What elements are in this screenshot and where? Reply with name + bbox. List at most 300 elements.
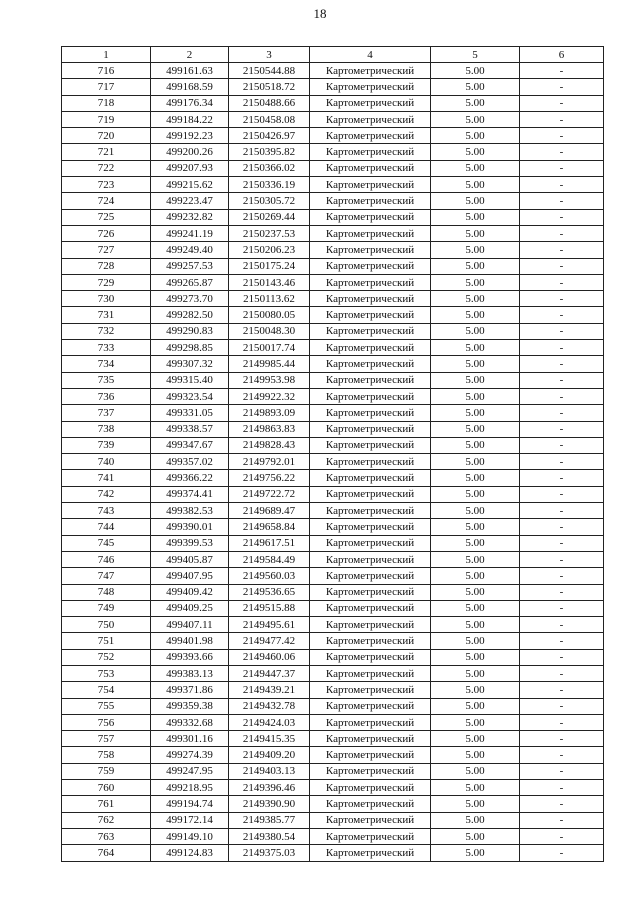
y-coordinate-cell: 2150175.24 — [229, 258, 310, 274]
y-coordinate-cell: 2149658.84 — [229, 519, 310, 535]
point-number-cell: 751 — [62, 633, 151, 649]
description-cell: - — [520, 600, 604, 616]
y-coordinate-cell: 2150458.08 — [229, 111, 310, 127]
x-coordinate-cell: 499257.53 — [151, 258, 229, 274]
method-cell: Картометрический — [310, 323, 431, 339]
description-cell: - — [520, 437, 604, 453]
x-coordinate-cell: 499265.87 — [151, 274, 229, 290]
description-cell: - — [520, 340, 604, 356]
table-row — [62, 160, 604, 176]
y-coordinate-cell: 2149396.46 — [229, 780, 310, 796]
x-coordinate-cell: 499371.86 — [151, 682, 229, 698]
y-coordinate-cell: 2150518.72 — [229, 79, 310, 95]
x-coordinate-cell: 499374.41 — [151, 486, 229, 502]
accuracy-cell: 5.00 — [431, 698, 520, 714]
y-coordinate-cell: 2150269.44 — [229, 209, 310, 225]
accuracy-cell: 5.00 — [431, 780, 520, 796]
method-cell: Картометрический — [310, 274, 431, 290]
accuracy-cell: 5.00 — [431, 535, 520, 551]
x-coordinate-cell: 499357.02 — [151, 454, 229, 470]
description-cell: - — [520, 388, 604, 404]
column-header-3: 3 — [229, 47, 310, 63]
point-number-cell: 758 — [62, 747, 151, 763]
x-coordinate-cell: 499247.95 — [151, 763, 229, 779]
y-coordinate-cell: 2150488.66 — [229, 95, 310, 111]
method-cell: Картометрический — [310, 307, 431, 323]
x-coordinate-cell: 499232.82 — [151, 209, 229, 225]
y-coordinate-cell: 2150017.74 — [229, 340, 310, 356]
x-coordinate-cell: 499249.40 — [151, 242, 229, 258]
table-body — [62, 63, 604, 862]
point-number-cell: 748 — [62, 584, 151, 600]
accuracy-cell: 5.00 — [431, 617, 520, 633]
accuracy-cell: 5.00 — [431, 600, 520, 616]
accuracy-cell: 5.00 — [431, 682, 520, 698]
x-coordinate-cell: 499194.74 — [151, 796, 229, 812]
point-number-cell: 736 — [62, 388, 151, 404]
accuracy-cell: 5.00 — [431, 437, 520, 453]
method-cell: Картометрический — [310, 568, 431, 584]
accuracy-cell: 5.00 — [431, 340, 520, 356]
description-cell: - — [520, 617, 604, 633]
method-cell: Картометрический — [310, 600, 431, 616]
x-coordinate-cell: 499301.16 — [151, 731, 229, 747]
method-cell: Картометрический — [310, 845, 431, 861]
description-cell: - — [520, 421, 604, 437]
point-number-cell: 728 — [62, 258, 151, 274]
y-coordinate-cell: 2149792.01 — [229, 454, 310, 470]
method-cell: Картометрический — [310, 128, 431, 144]
x-coordinate-cell: 499184.22 — [151, 111, 229, 127]
y-coordinate-cell: 2149828.43 — [229, 437, 310, 453]
x-coordinate-cell: 499200.26 — [151, 144, 229, 160]
point-number-cell: 735 — [62, 372, 151, 388]
column-header-5: 5 — [431, 47, 520, 63]
table-row — [62, 356, 604, 372]
x-coordinate-cell: 499161.63 — [151, 63, 229, 79]
method-cell: Картометрический — [310, 698, 431, 714]
table-row — [62, 714, 604, 730]
description-cell: - — [520, 372, 604, 388]
description-cell: - — [520, 291, 604, 307]
table-row — [62, 845, 604, 861]
y-coordinate-cell: 2149536.65 — [229, 584, 310, 600]
table-row — [62, 421, 604, 437]
table-row — [62, 519, 604, 535]
method-cell: Картометрический — [310, 144, 431, 160]
y-coordinate-cell: 2150395.82 — [229, 144, 310, 160]
table-row — [62, 437, 604, 453]
y-coordinate-cell: 2150305.72 — [229, 193, 310, 209]
description-cell: - — [520, 649, 604, 665]
table-row — [62, 372, 604, 388]
x-coordinate-cell: 499307.32 — [151, 356, 229, 372]
accuracy-cell: 5.00 — [431, 568, 520, 584]
table-row — [62, 79, 604, 95]
method-cell: Картометрический — [310, 437, 431, 453]
table-row — [62, 454, 604, 470]
x-coordinate-cell: 499401.98 — [151, 633, 229, 649]
method-cell: Картометрический — [310, 731, 431, 747]
x-coordinate-cell: 499390.01 — [151, 519, 229, 535]
x-coordinate-cell: 499366.22 — [151, 470, 229, 486]
point-number-cell: 730 — [62, 291, 151, 307]
x-coordinate-cell: 499215.62 — [151, 177, 229, 193]
point-number-cell: 743 — [62, 503, 151, 519]
description-cell: - — [520, 160, 604, 176]
page-number: 18 — [313, 6, 327, 21]
description-cell: - — [520, 763, 604, 779]
point-number-cell: 744 — [62, 519, 151, 535]
y-coordinate-cell: 2150206.23 — [229, 242, 310, 258]
accuracy-cell: 5.00 — [431, 323, 520, 339]
method-cell: Картометрический — [310, 470, 431, 486]
point-number-cell: 763 — [62, 828, 151, 844]
table-row — [62, 600, 604, 616]
x-coordinate-cell: 499393.66 — [151, 649, 229, 665]
table-row — [62, 225, 604, 241]
table-row — [62, 665, 604, 681]
description-cell: - — [520, 698, 604, 714]
point-number-cell: 720 — [62, 128, 151, 144]
accuracy-cell: 5.00 — [431, 160, 520, 176]
point-number-cell: 737 — [62, 405, 151, 421]
x-coordinate-cell: 499405.87 — [151, 551, 229, 567]
y-coordinate-cell: 2149515.88 — [229, 600, 310, 616]
method-cell: Картометрический — [310, 63, 431, 79]
description-cell: - — [520, 503, 604, 519]
table-row — [62, 828, 604, 844]
x-coordinate-cell: 499338.57 — [151, 421, 229, 437]
point-number-cell: 732 — [62, 323, 151, 339]
method-cell: Картометрический — [310, 388, 431, 404]
y-coordinate-cell: 2150113.62 — [229, 291, 310, 307]
accuracy-cell: 5.00 — [431, 128, 520, 144]
method-cell: Картометрический — [310, 79, 431, 95]
description-cell: - — [520, 454, 604, 470]
accuracy-cell: 5.00 — [431, 845, 520, 861]
y-coordinate-cell: 2149722.72 — [229, 486, 310, 502]
x-coordinate-cell: 499124.83 — [151, 845, 229, 861]
table-row — [62, 388, 604, 404]
y-coordinate-cell: 2149560.03 — [229, 568, 310, 584]
description-cell: - — [520, 535, 604, 551]
accuracy-cell: 5.00 — [431, 291, 520, 307]
x-coordinate-cell: 499332.68 — [151, 714, 229, 730]
method-cell: Картометрический — [310, 454, 431, 470]
description-cell: - — [520, 665, 604, 681]
description-cell: - — [520, 193, 604, 209]
table-row — [62, 486, 604, 502]
description-cell: - — [520, 519, 604, 535]
accuracy-cell: 5.00 — [431, 258, 520, 274]
method-cell: Картометрический — [310, 209, 431, 225]
point-number-cell: 723 — [62, 177, 151, 193]
table-row — [62, 470, 604, 486]
column-header-2: 2 — [151, 47, 229, 63]
accuracy-cell: 5.00 — [431, 144, 520, 160]
method-cell: Картометрический — [310, 258, 431, 274]
method-cell: Картометрический — [310, 340, 431, 356]
y-coordinate-cell: 2150237.53 — [229, 225, 310, 241]
description-cell: - — [520, 111, 604, 127]
table-row — [62, 763, 604, 779]
accuracy-cell: 5.00 — [431, 225, 520, 241]
description-cell: - — [520, 633, 604, 649]
accuracy-cell: 5.00 — [431, 209, 520, 225]
table-row — [62, 551, 604, 567]
y-coordinate-cell: 2149460.06 — [229, 649, 310, 665]
table-row — [62, 63, 604, 79]
description-cell: - — [520, 568, 604, 584]
table-row — [62, 291, 604, 307]
method-cell: Картометрический — [310, 828, 431, 844]
accuracy-cell: 5.00 — [431, 63, 520, 79]
method-cell: Картометрический — [310, 535, 431, 551]
accuracy-cell: 5.00 — [431, 388, 520, 404]
method-cell: Картометрический — [310, 356, 431, 372]
description-cell: - — [520, 258, 604, 274]
point-number-cell: 726 — [62, 225, 151, 241]
point-number-cell: 724 — [62, 193, 151, 209]
point-number-cell: 731 — [62, 307, 151, 323]
y-coordinate-cell: 2149617.51 — [229, 535, 310, 551]
accuracy-cell: 5.00 — [431, 274, 520, 290]
point-number-cell: 734 — [62, 356, 151, 372]
y-coordinate-cell: 2149432.78 — [229, 698, 310, 714]
method-cell: Картометрический — [310, 111, 431, 127]
table-row — [62, 209, 604, 225]
y-coordinate-cell: 2150426.97 — [229, 128, 310, 144]
accuracy-cell: 5.00 — [431, 519, 520, 535]
y-coordinate-cell: 2149985.44 — [229, 356, 310, 372]
method-cell: Картометрический — [310, 584, 431, 600]
method-cell: Картометрический — [310, 193, 431, 209]
coordinates-table — [61, 46, 604, 862]
point-number-cell: 727 — [62, 242, 151, 258]
point-number-cell: 721 — [62, 144, 151, 160]
accuracy-cell: 5.00 — [431, 193, 520, 209]
point-number-cell: 747 — [62, 568, 151, 584]
x-coordinate-cell: 499407.11 — [151, 617, 229, 633]
table-row — [62, 649, 604, 665]
y-coordinate-cell: 2149439.21 — [229, 682, 310, 698]
point-number-cell: 750 — [62, 617, 151, 633]
description-cell: - — [520, 812, 604, 828]
accuracy-cell: 5.00 — [431, 731, 520, 747]
accuracy-cell: 5.00 — [431, 714, 520, 730]
method-cell: Картометрический — [310, 225, 431, 241]
table-header-row — [62, 47, 604, 63]
y-coordinate-cell: 2149756.22 — [229, 470, 310, 486]
table-row — [62, 340, 604, 356]
y-coordinate-cell: 2150048.30 — [229, 323, 310, 339]
table-row — [62, 698, 604, 714]
table-row — [62, 731, 604, 747]
point-number-cell: 756 — [62, 714, 151, 730]
table-row — [62, 258, 604, 274]
accuracy-cell: 5.00 — [431, 111, 520, 127]
table-row — [62, 568, 604, 584]
accuracy-cell: 5.00 — [431, 649, 520, 665]
y-coordinate-cell: 2149447.37 — [229, 665, 310, 681]
method-cell: Картометрический — [310, 763, 431, 779]
accuracy-cell: 5.00 — [431, 763, 520, 779]
column-header-6: 6 — [520, 47, 604, 63]
y-coordinate-cell: 2149689.47 — [229, 503, 310, 519]
x-coordinate-cell: 499323.54 — [151, 388, 229, 404]
x-coordinate-cell: 499241.19 — [151, 225, 229, 241]
x-coordinate-cell: 499331.05 — [151, 405, 229, 421]
x-coordinate-cell: 499172.14 — [151, 812, 229, 828]
x-coordinate-cell: 499149.10 — [151, 828, 229, 844]
table-row — [62, 177, 604, 193]
method-cell: Картометрический — [310, 714, 431, 730]
method-cell: Картометрический — [310, 633, 431, 649]
description-cell: - — [520, 323, 604, 339]
x-coordinate-cell: 499407.95 — [151, 568, 229, 584]
description-cell: - — [520, 242, 604, 258]
method-cell: Картометрический — [310, 796, 431, 812]
y-coordinate-cell: 2149380.54 — [229, 828, 310, 844]
x-coordinate-cell: 499274.39 — [151, 747, 229, 763]
description-cell: - — [520, 747, 604, 763]
point-number-cell: 752 — [62, 649, 151, 665]
accuracy-cell: 5.00 — [431, 470, 520, 486]
description-cell: - — [520, 95, 604, 111]
x-coordinate-cell: 499347.67 — [151, 437, 229, 453]
method-cell: Картометрический — [310, 177, 431, 193]
table-row — [62, 144, 604, 160]
method-cell: Картометрический — [310, 682, 431, 698]
point-number-cell: 740 — [62, 454, 151, 470]
y-coordinate-cell: 2150080.05 — [229, 307, 310, 323]
y-coordinate-cell: 2149424.03 — [229, 714, 310, 730]
accuracy-cell: 5.00 — [431, 812, 520, 828]
table-row — [62, 307, 604, 323]
method-cell: Картометрический — [310, 665, 431, 681]
point-number-cell: 759 — [62, 763, 151, 779]
description-cell: - — [520, 274, 604, 290]
point-number-cell: 718 — [62, 95, 151, 111]
accuracy-cell: 5.00 — [431, 747, 520, 763]
point-number-cell: 745 — [62, 535, 151, 551]
x-coordinate-cell: 499207.93 — [151, 160, 229, 176]
method-cell: Картометрический — [310, 160, 431, 176]
table-row — [62, 584, 604, 600]
description-cell: - — [520, 828, 604, 844]
description-cell: - — [520, 551, 604, 567]
accuracy-cell: 5.00 — [431, 796, 520, 812]
method-cell: Картометрический — [310, 95, 431, 111]
x-coordinate-cell: 499223.47 — [151, 193, 229, 209]
description-cell: - — [520, 209, 604, 225]
x-coordinate-cell: 499282.50 — [151, 307, 229, 323]
y-coordinate-cell: 2149390.90 — [229, 796, 310, 812]
accuracy-cell: 5.00 — [431, 584, 520, 600]
x-coordinate-cell: 499382.53 — [151, 503, 229, 519]
accuracy-cell: 5.00 — [431, 828, 520, 844]
accuracy-cell: 5.00 — [431, 177, 520, 193]
point-number-cell: 738 — [62, 421, 151, 437]
point-number-cell: 762 — [62, 812, 151, 828]
y-coordinate-cell: 2149863.83 — [229, 421, 310, 437]
y-coordinate-cell: 2150143.46 — [229, 274, 310, 290]
method-cell: Картометрический — [310, 405, 431, 421]
x-coordinate-cell: 499273.70 — [151, 291, 229, 307]
y-coordinate-cell: 2149953.98 — [229, 372, 310, 388]
accuracy-cell: 5.00 — [431, 242, 520, 258]
x-coordinate-cell: 499399.53 — [151, 535, 229, 551]
y-coordinate-cell: 2149584.49 — [229, 551, 310, 567]
description-cell: - — [520, 780, 604, 796]
point-number-cell: 725 — [62, 209, 151, 225]
x-coordinate-cell: 499359.38 — [151, 698, 229, 714]
x-coordinate-cell: 499409.25 — [151, 600, 229, 616]
method-cell: Картометрический — [310, 372, 431, 388]
description-cell: - — [520, 714, 604, 730]
point-number-cell: 753 — [62, 665, 151, 681]
y-coordinate-cell: 2149477.42 — [229, 633, 310, 649]
x-coordinate-cell: 499383.13 — [151, 665, 229, 681]
x-coordinate-cell: 499218.95 — [151, 780, 229, 796]
point-number-cell: 754 — [62, 682, 151, 698]
description-cell: - — [520, 225, 604, 241]
y-coordinate-cell: 2149403.13 — [229, 763, 310, 779]
point-number-cell: 716 — [62, 63, 151, 79]
point-number-cell: 760 — [62, 780, 151, 796]
accuracy-cell: 5.00 — [431, 486, 520, 502]
description-cell: - — [520, 584, 604, 600]
x-coordinate-cell: 499298.85 — [151, 340, 229, 356]
table-row — [62, 128, 604, 144]
point-number-cell: 764 — [62, 845, 151, 861]
description-cell: - — [520, 307, 604, 323]
table-row — [62, 193, 604, 209]
y-coordinate-cell: 2149922.32 — [229, 388, 310, 404]
accuracy-cell: 5.00 — [431, 307, 520, 323]
description-cell: - — [520, 63, 604, 79]
point-number-cell: 755 — [62, 698, 151, 714]
table-row — [62, 617, 604, 633]
method-cell: Картометрический — [310, 747, 431, 763]
method-cell: Картометрический — [310, 421, 431, 437]
x-coordinate-cell: 499168.59 — [151, 79, 229, 95]
point-number-cell: 719 — [62, 111, 151, 127]
accuracy-cell: 5.00 — [431, 421, 520, 437]
accuracy-cell: 5.00 — [431, 503, 520, 519]
point-number-cell: 722 — [62, 160, 151, 176]
description-cell: - — [520, 356, 604, 372]
accuracy-cell: 5.00 — [431, 356, 520, 372]
point-number-cell: 761 — [62, 796, 151, 812]
column-header-1: 1 — [62, 47, 151, 63]
accuracy-cell: 5.00 — [431, 405, 520, 421]
x-coordinate-cell: 499290.83 — [151, 323, 229, 339]
accuracy-cell: 5.00 — [431, 95, 520, 111]
point-number-cell: 729 — [62, 274, 151, 290]
point-number-cell: 749 — [62, 600, 151, 616]
description-cell: - — [520, 79, 604, 95]
table-row — [62, 503, 604, 519]
x-coordinate-cell: 499176.34 — [151, 95, 229, 111]
description-cell: - — [520, 845, 604, 861]
point-number-cell: 741 — [62, 470, 151, 486]
accuracy-cell: 5.00 — [431, 79, 520, 95]
table-row — [62, 633, 604, 649]
description-cell: - — [520, 470, 604, 486]
accuracy-cell: 5.00 — [431, 633, 520, 649]
